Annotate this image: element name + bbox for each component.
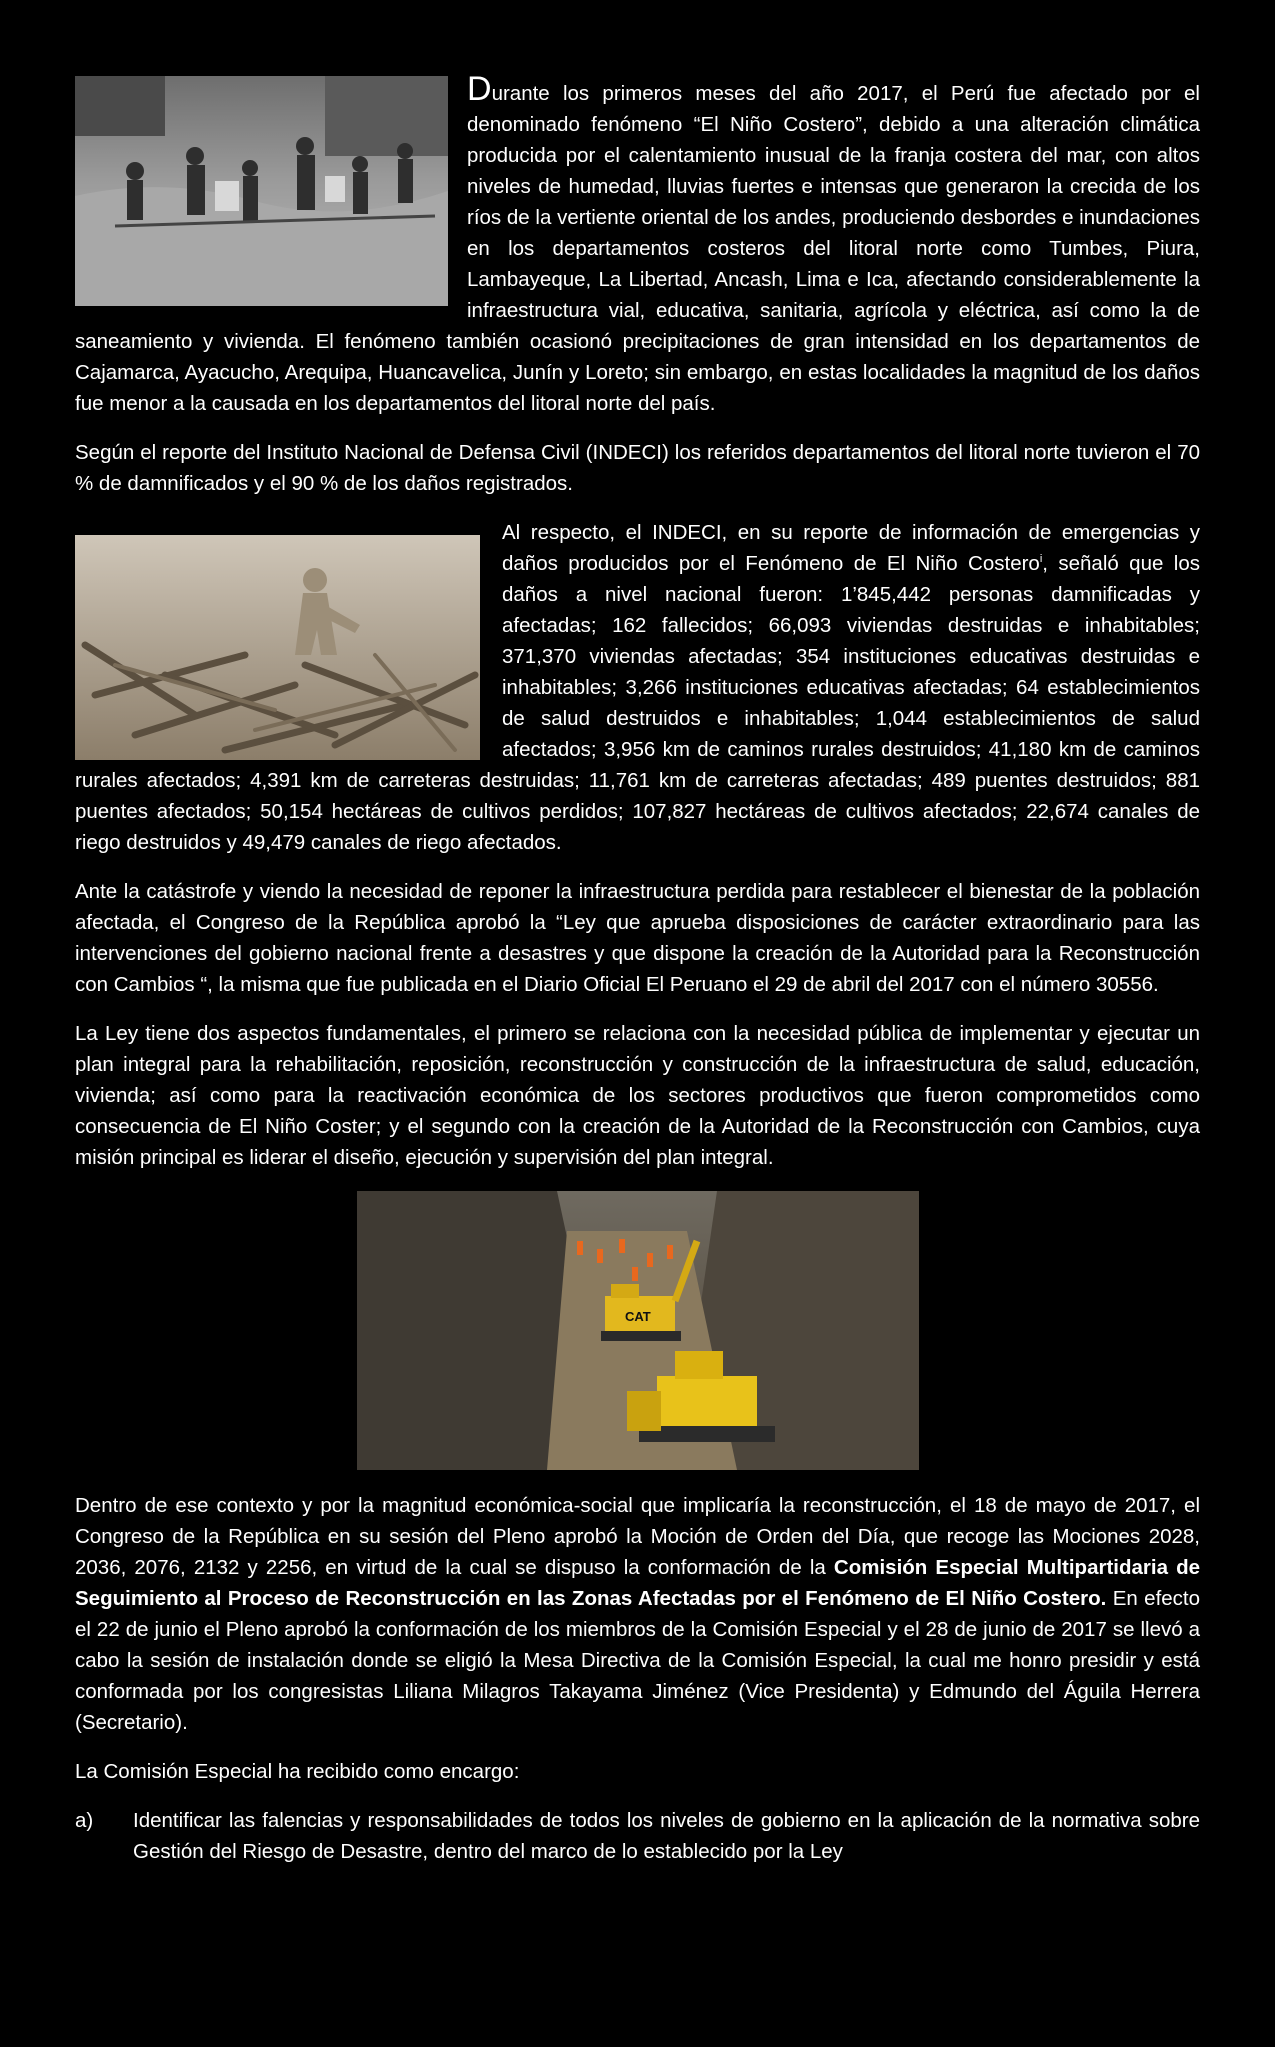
paragraph-mandate: La Comisión Especial ha recibido como encargo: bbox=[75, 1760, 520, 1783]
mud-debris-photo bbox=[75, 535, 480, 760]
list-item bbox=[75, 1805, 1200, 1867]
paragraph-law-aspects: La Ley tiene dos aspectos fundamentales, el primero se relaciona con la necesidad pública de implementar y ejecutar un plan integral para la rehabilitación, reposición, reconstrucción y construcción de la infraestructura de salud, educación, vivienda; así como para la reactivación económica de los sectores productivos que fueron comprometidos como consecuencia de El Niño Coster; y el segundo con la creación de la Autoridad de la Reconstrucción con Cambios, cuya misión principal es liderar el diseño, ejecución y supervisión del plan integral. bbox=[75, 1022, 1200, 1169]
paragraph-law: Ante la catástrofe y viendo la necesidad de reponer la infraestructura perdida para restablecer el bienestar de la población afectada, el Congreso de la República aprobó la “Ley que aprueba disposiciones de carácter extraordinario para las intervenciones del gobierno nacional frente a desastres y que dispone la creación de la Autoridad para la Reconstrucción con Cambios “, la misma que fue publicada en el Diario Oficial El Peruano el 29 de abril del 2017 con el número 30556. bbox=[75, 880, 1200, 996]
paragraph-commission bbox=[75, 1490, 1200, 1738]
cat-label: CAT bbox=[624, 1309, 651, 1324]
flood-rescue-photo bbox=[75, 76, 448, 306]
paragraph-commission-rest: En efecto el 22 de junio el Pleno aprobó la conformación de los miembros de la Comisión Especial y el 28 de junio de 2017 se llevó a cabo la sesión de instalación donde se eligió la Mesa Directiva de la Comisión Especial, la cual me honro presidir y está conformada por los congresistas Liliana Milagros Takayama Jiménez (Vice Presidenta) y Edmundo del Águila Herrera (Secretario). bbox=[75, 1587, 1201, 1734]
paragraph-intro-text: urante los primeros meses del año 2017, el Perú fue afectado por el denominado fenómeno “El Niño Costero”, debido a una alteración climática producida por el calentamiento inusual de la franja costera del mar, con altos niveles de humedad, lluvias fuertes e intensas que generaron la crecida de los ríos de la vertiente oriental de los andes, produciendo desbordes e inundaciones en los departamentos costeros del litoral norte como Tumbes, Piura, Lambayeque, La Libertad, Ancash, Lima e Ica, afectando considerablemente la infraestructura vial, educativa, sanitaria, agrícola y eléctrica, así como la de saneamiento y vivienda. El fenómeno también ocasionó precipitaciones de gran intensidad en los departamentos de Cajamarca, Ayacucho, Arequipa, Huancavelica, Junín y Loreto; sin embargo, en estas localidades la magnitud de los daños fue menor a la causada en los departamentos del litoral norte del país. bbox=[75, 82, 1200, 415]
list-marker: a) bbox=[75, 1809, 94, 1832]
reconstruction-machinery-photo bbox=[357, 1191, 919, 1470]
drop-cap: D bbox=[467, 70, 492, 108]
list-item-text: Identificar las falencias y responsabilidades de todos los niveles de gobierno en la aplicación de la normativa sobre Gestión del Riesgo de Desastre, dentro del marco de lo establecido por la Ley bbox=[133, 1809, 1200, 1863]
commission-name: Comisión Especial Multipartidaria de Seguimiento al Proceso de Reconstrucción en las Zonas Afectadas por el Fenómeno de El Niño Costero. bbox=[75, 1556, 1200, 1610]
paragraph-commission-lead: Dentro de ese contexto y por la magnitud económica-social que implicaría la reconstrucción, el 18 de mayo de 2017, el Congreso de la República en su sesión del Pleno aprobó la Moción de Orden del Día, que recoge las Mociones 2028, 2036, 2076, 2132 y 2256, en virtud de la cual se dispuso la conformación de la bbox=[75, 1494, 1200, 1579]
footnote-marker: i bbox=[1039, 553, 1043, 566]
paragraph-indeci-report: Según el reporte del Instituto Nacional de Defensa Civil (INDECI) los referidos departamentos del litoral norte tuvieron el 70 % de damnificados y el 90 % de los daños registrados. bbox=[75, 441, 1200, 495]
paragraph-damages-lead: Al respecto, el INDECI, en su reporte de información de emergencias y daños producidos por el Fenómeno de El Niño Costero bbox=[502, 521, 1200, 575]
paragraph-damages-list: , señaló que los daños a nivel nacional fueron: 1’845,442 personas damnificadas y afectadas; 162 fallecidos; 66,093 viviendas destruidas e inhabitables; 371,370 viviendas afectadas; 354 instituciones educativas destruidas e inhabitables; 3,266 instituciones educativas afectadas; 64 establecimientos de salud destruidos e inhabitables; 1,044 establecimientos de salud afectados; 3,956 km de caminos rurales destruidos; 41,180 km de caminos rurales afectados; 4,391 km de carreteras destruidas; 11,761 km de carreteras afectadas; 489 puentes destruidos; 881 puentes afectados; 50,154 hectáreas de cultivos perdidos; 107,827 hectáreas de cultivos afectados; 22,674 canales de riego destruidos y 49,479 canales de riego afectados. bbox=[75, 552, 1200, 854]
